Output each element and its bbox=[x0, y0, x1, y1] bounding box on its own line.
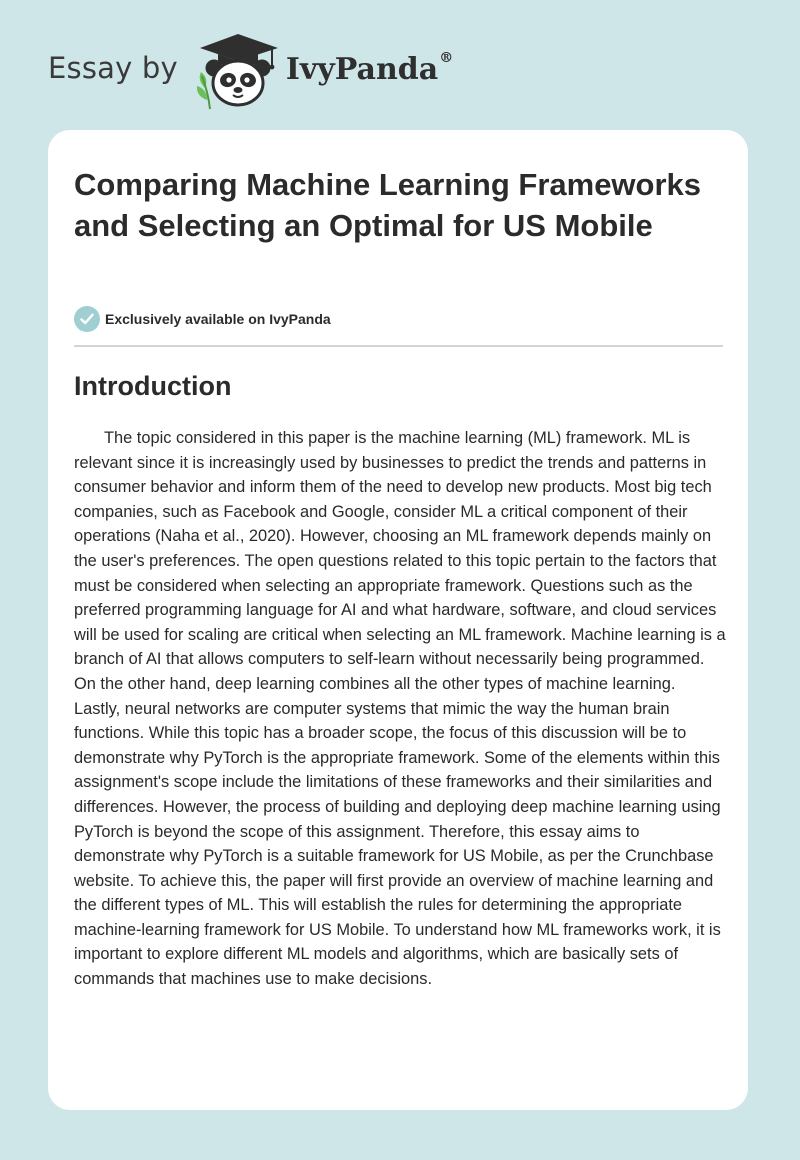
check-circle-icon bbox=[74, 306, 100, 332]
brand-name[interactable] bbox=[285, 49, 454, 87]
site-header bbox=[48, 30, 453, 110]
divider bbox=[74, 345, 723, 347]
essay-card bbox=[48, 130, 748, 1110]
registered-mark: ® bbox=[439, 49, 454, 66]
essay-by-label: Essay by bbox=[48, 51, 178, 85]
panda-graduate-logo-icon[interactable] bbox=[192, 30, 284, 110]
exclusive-label: Exclusively available on IvyPanda bbox=[105, 311, 331, 327]
essay-title: Comparing Machine Learning Frameworks and Selecting an Optimal for US Mobile bbox=[74, 167, 702, 243]
section-heading-introduction: Introduction bbox=[74, 371, 232, 401]
brand-text: IvyPanda bbox=[285, 51, 439, 87]
introduction-paragraph: The topic considered in this paper is the machine learning (ML) framework. ML is relevant since it is increasingly used by businesses to predict the trends and patterns in consumer behavior and inform them of the need to develop new products. Most big tech companies, such as Facebook and Google, consider ML a critical component of their operations (Naha et al., 2020). However, choosing an ML framework depends mainly on the user's preferences. The open questions related to this topic pertain to the factors that must be considered when selecting an appropriate framework. Questions such as the preferred programming language for AI and what hardware, software, and cloud services will be used for scaling are critical when selecting an ML framework. Machine learning is a branch of AI that allows computers to self-learn without necessarily being programmed. On the other hand, deep learning combines all the other types of machine learning. Lastly, neural networks are computer systems that mimic the way the human brain functions. While this topic has a broader scope, the focus of this discussion will be to demonstrate why PyTorch is the appropriate framework. Some of the elements within this assignment's scope include the limitations of these frameworks and their similarities and differences. However, the process of building and deploying deep machine learning using PyTorch is beyond the scope of this assignment. Therefore, this essay aims to demonstrate why PyTorch is a suitable framework for US Mobile, as per the Crunchbase website. To achieve this, the paper will first provide an overview of machine learning and the different types of ML. This will establish the rules for determining the appropriate machine-learning framework for US Mobile. To understand how ML frameworks work, it is important to explore different ML models and algorithms, which are basically sets of commands that machines use to make decisions. bbox=[74, 429, 726, 989]
exclusive-badge bbox=[74, 306, 331, 332]
